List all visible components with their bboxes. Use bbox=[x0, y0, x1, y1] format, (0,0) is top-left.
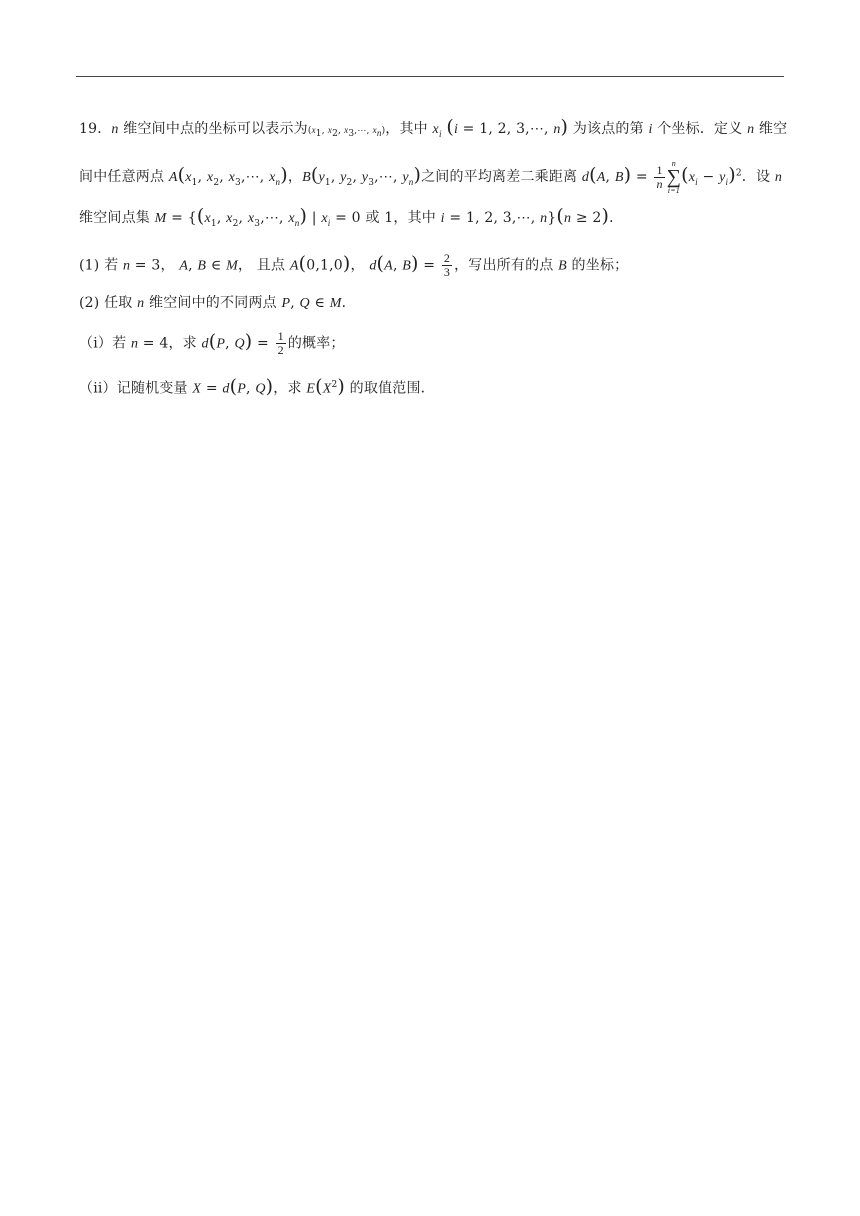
problem-part-2-ii: （ii）记随机变量 X = d(P, Q)，求 $E(X^2)$ 的取值范围． bbox=[79, 375, 435, 398]
problem-part-2-i: （i）若 n = 4，求 d(P, Q) = $\frac{1}{2}$ 的概率； bbox=[79, 329, 345, 357]
problem-intro-line2: 间中任意两点 $A(x_1$, $x_2$, $x_3,\cdots$, $x_n$)，$B(y_1$, $y_2$, $y_3,\cdots$, $y_n$)之间的平均离差二乘距离 d(A, B) = $\frac{1}{n}$ n ∑ i=1 $(x_i - y_i)^2$．设 n bbox=[79, 159, 783, 195]
summation-symbol: n ∑ i=1 bbox=[666, 159, 682, 195]
fraction-1-over-2: $\frac{1}{2}$ bbox=[277, 329, 284, 357]
problem-intro-line1: 19．n 维空间中点的坐标可以表示为($x_1$, $x_2$, $x_3,\cdots$, $x_n$)，其中 $x_i$ (i = 1, 2, 3,⋯, n) 为该点的第 i 个坐标．定义 n 维空 bbox=[79, 116, 788, 139]
problem-part-2: (2) 任取 n 维空间中的不同两点 P, Q ∈ M． bbox=[79, 295, 356, 311]
problem-intro-line3: 维空间点集 $M = \{(x_1$, $x_2$, $x_3,\cdots$, $x_n$) | $x_i = 0$ 或 1，其中 i = 1, 2, 3,⋯, n}(n ≥ 2)． bbox=[79, 205, 624, 229]
fraction-1-over-n: $\frac{1}{n}$ bbox=[656, 162, 663, 191]
fraction-2-over-3: $\frac{2}{3}$ bbox=[443, 251, 451, 279]
problem-part-1: (1) 若 n = 3， A, B ∈ M， 且点 A(0,1,0)， d(A, B) = $\frac{2}{3}$ ，写出所有的点 B 的坐标； bbox=[79, 251, 629, 279]
header-rule bbox=[76, 76, 784, 77]
